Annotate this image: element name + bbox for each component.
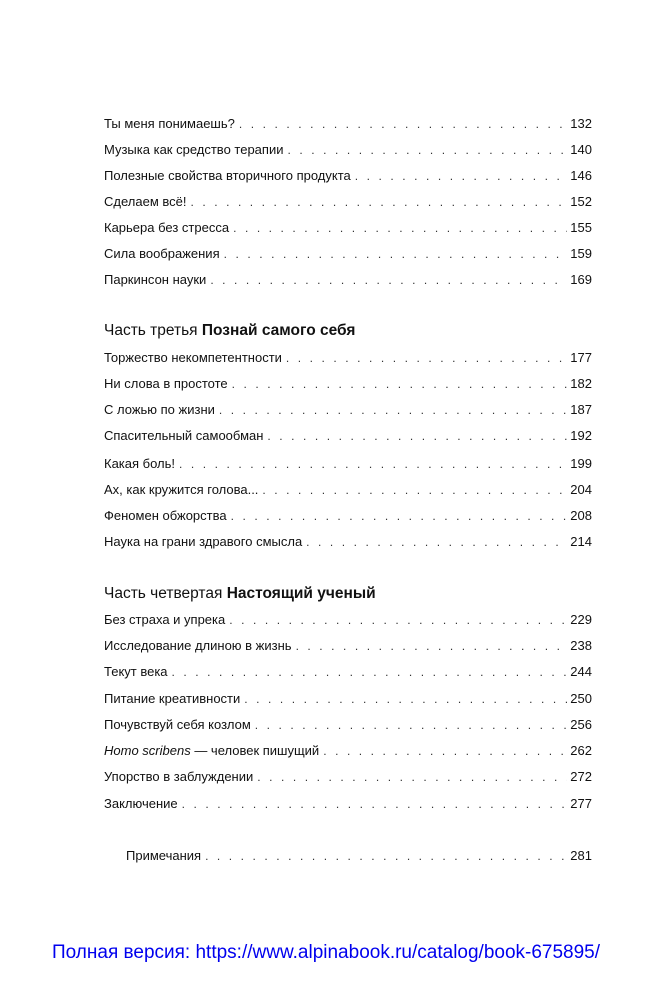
toc-entry-page: 169 xyxy=(570,272,592,287)
toc-entry xyxy=(104,534,592,552)
leader-dots xyxy=(244,692,567,706)
toc-entry-title: Исследование длиною в жизнь xyxy=(104,638,292,653)
toc-entry-page: 238 xyxy=(570,638,592,653)
leader-dots xyxy=(306,535,567,549)
toc-entry-title: Заключение xyxy=(104,796,178,811)
toc-entry-title: Феномен обжорства xyxy=(104,508,227,523)
part-heading xyxy=(104,585,376,603)
leader-dots xyxy=(229,613,567,627)
toc-entry-notes xyxy=(126,848,592,866)
toc-entry xyxy=(104,664,592,682)
toc-entry-page: 262 xyxy=(570,743,592,758)
toc-entry-title-italic: Homo scribens xyxy=(104,743,191,758)
leader-dots xyxy=(257,770,567,784)
leader-dots xyxy=(233,221,567,235)
leader-dots xyxy=(205,849,567,863)
leader-dots xyxy=(255,718,568,732)
toc-entry xyxy=(104,376,592,394)
toc-entry-title: Паркинсон науки xyxy=(104,272,207,287)
toc-entry-title: Спасительный самообман xyxy=(104,428,264,443)
toc-entry-page: 140 xyxy=(570,142,592,157)
full-version-link[interactable]: Полная версия: https://www.alpinabook.ru/catalog/book-675895/ xyxy=(52,942,601,963)
toc-entry-page: 229 xyxy=(570,612,592,627)
toc-entry-page: 155 xyxy=(570,220,592,235)
toc-entry xyxy=(104,116,592,134)
leader-dots xyxy=(172,665,568,679)
toc-entry-page: 250 xyxy=(570,691,592,706)
leader-dots xyxy=(323,744,567,758)
leader-dots xyxy=(287,143,567,157)
toc-entry-page: 192 xyxy=(570,428,592,443)
toc-entry xyxy=(104,246,592,264)
leader-dots xyxy=(182,797,568,811)
toc-entry-page: 177 xyxy=(570,350,592,365)
toc-entry-title: Полезные свойства вторичного продукта xyxy=(104,168,351,183)
toc-entry-title: Какая боль! xyxy=(104,456,176,471)
toc-entry-page: 152 xyxy=(570,194,592,209)
toc-entry-title: Почувствуй себя козлом xyxy=(104,717,251,732)
leader-dots xyxy=(231,509,568,523)
leader-dots xyxy=(296,639,568,653)
toc-entry xyxy=(104,194,592,212)
part-name: Познай самого себя xyxy=(201,322,356,339)
leader-dots xyxy=(219,403,567,417)
toc-entry-title: Сделаем всё! xyxy=(104,194,187,209)
toc-entry-title: Карьера без стресса xyxy=(104,220,230,235)
toc-entry xyxy=(104,142,592,160)
toc-entry xyxy=(104,220,592,238)
part-heading xyxy=(104,322,355,340)
part-label: Часть четвертая xyxy=(104,585,223,602)
toc-entry xyxy=(104,428,592,446)
toc-entry-page: 208 xyxy=(570,508,592,523)
toc-entry-title: Ах, как кружится голова... xyxy=(104,482,259,497)
toc-entry-title: Без страха и упрека xyxy=(104,612,226,627)
toc-entry xyxy=(104,456,592,474)
toc-entry-page: 281 xyxy=(570,848,592,863)
leader-dots xyxy=(267,429,567,443)
toc-entry-page: 159 xyxy=(570,246,592,261)
toc-entry-title: Наука на грани здравого смысла xyxy=(104,534,303,549)
toc-entry-title: Ты меня понимаешь? xyxy=(104,116,235,131)
toc-entry xyxy=(104,796,592,814)
leader-dots xyxy=(179,457,567,471)
leader-dots xyxy=(190,195,567,209)
toc-entry-page: 256 xyxy=(570,717,592,732)
toc-entry-title: Упорство в заблуждении xyxy=(104,769,254,784)
toc-entry-page: 272 xyxy=(570,769,592,784)
part-name: Настоящий ученый xyxy=(226,585,376,602)
toc-entry-page: 187 xyxy=(570,402,592,417)
toc-entry-title xyxy=(104,743,323,758)
toc-entry-title: Сила воображения xyxy=(104,246,220,261)
toc-entry xyxy=(104,168,592,186)
leader-dots xyxy=(262,483,567,497)
toc-entry-page: 277 xyxy=(570,796,592,811)
toc-entry-title: Музыка как средство терапии xyxy=(104,142,284,157)
toc-entry xyxy=(104,350,592,368)
toc-entry-title: Ни слова в простоте xyxy=(104,376,228,391)
toc-entry-page: 204 xyxy=(570,482,592,497)
leader-dots xyxy=(224,247,568,261)
toc-entry-page: 182 xyxy=(570,376,592,391)
toc-entry-page: 244 xyxy=(570,664,592,679)
toc-entry xyxy=(104,638,592,656)
toc-entry-title: Питание креативности xyxy=(104,691,241,706)
toc-entry-page: 214 xyxy=(570,534,592,549)
toc-entry xyxy=(104,508,592,526)
toc-entry-page: 132 xyxy=(570,116,592,131)
toc-entry xyxy=(104,272,592,290)
leader-dots xyxy=(239,117,567,131)
toc-entry-page: 199 xyxy=(570,456,592,471)
part-label: Часть третья xyxy=(104,322,198,339)
toc-entry-title: Примечания xyxy=(126,848,202,863)
toc-entry xyxy=(104,769,592,787)
toc-entry xyxy=(104,691,592,709)
leader-dots xyxy=(286,351,567,365)
toc-entry-page: 146 xyxy=(570,168,592,183)
toc-entry-title: Торжество некомпетентности xyxy=(104,350,282,365)
toc-entry-title: С ложью по жизни xyxy=(104,402,215,417)
toc-entry xyxy=(104,743,592,761)
toc-entry xyxy=(104,612,592,630)
toc-entry-title-rest: — человек пишущий xyxy=(190,743,320,758)
leader-dots xyxy=(210,273,567,287)
leader-dots xyxy=(355,169,568,183)
toc-entry xyxy=(104,402,592,420)
toc-entry xyxy=(104,482,592,500)
toc-entry-title: Текут века xyxy=(104,664,168,679)
leader-dots xyxy=(232,377,568,391)
toc-entry xyxy=(104,717,592,735)
